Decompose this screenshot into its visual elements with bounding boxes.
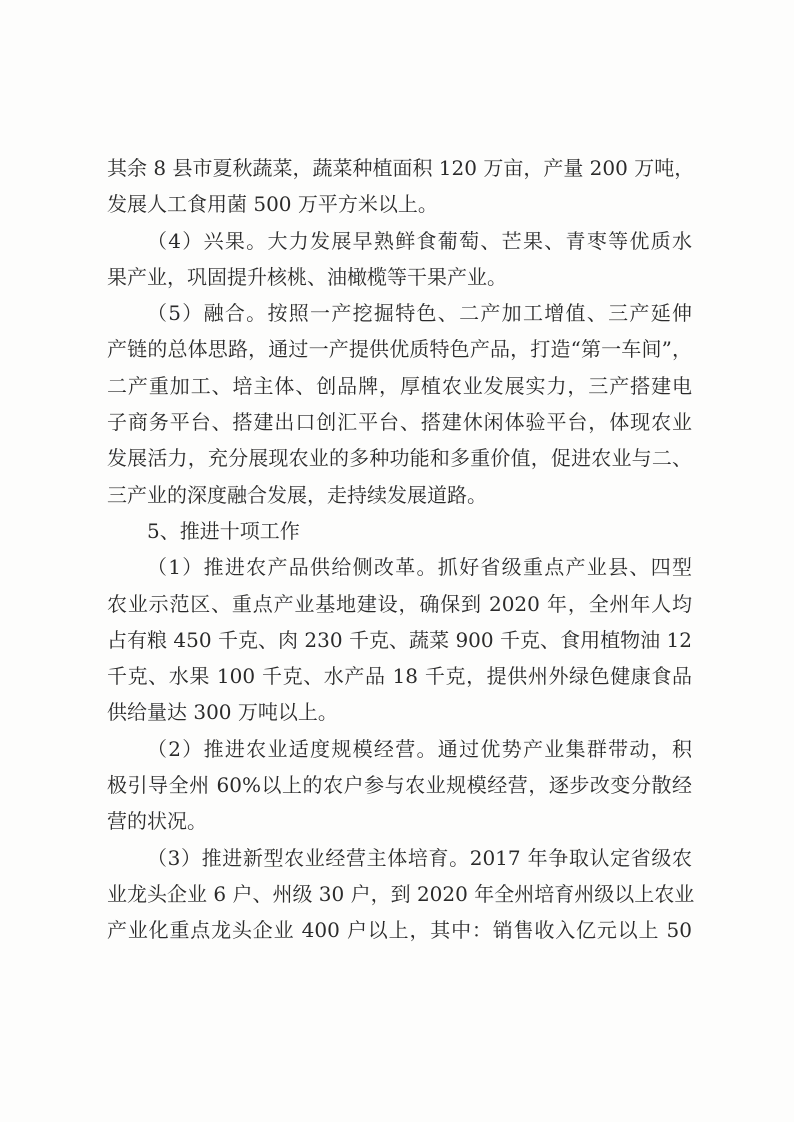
text-line: 子商务平台、搭建出口创汇平台、搭建休闲体验平台，体现农业 <box>107 410 692 435</box>
text-line: （4）兴果。大力发展早熟鲜食葡萄、芒果、青枣等优质水 <box>147 228 692 253</box>
text-line: 果产业，巩固提升核桃、油橄榄等干果产业。 <box>107 264 507 289</box>
text-line: （1）推进农产品供给侧改革。抓好省级重点产业县、四型 <box>147 555 692 580</box>
text-line: 产业化重点龙头企业 400 户以上，其中：销售收入亿元以上 50 <box>107 918 692 943</box>
text-line: 发展活力，充分展现农业的多种功能和多重价值，促进农业与二、 <box>107 446 692 471</box>
text-line: （3）推进新型农业经营主体培育。2017 年争取认定省级农 <box>147 845 692 870</box>
text-line: 占有粮 450 千克、肉 230 千克、蔬菜 900 千克、食用植物油 12 <box>107 627 692 652</box>
text-line: 5、推进十项工作 <box>147 518 300 543</box>
text-line: 发展人工食用菌 500 万平方米以上。 <box>107 192 438 217</box>
text-line: 极引导全州 60%以上的农户参与农业规模经营，逐步改变分散经 <box>107 773 692 798</box>
text-line: （5）融合。按照一产挖掘特色、二产加工增值、三产延伸 <box>147 301 692 326</box>
text-line: 三产业的深度融合发展，走持续发展道路。 <box>107 482 487 507</box>
text-line: 农业示范区、重点产业基地建设，确保到 2020 年，全州年人均 <box>107 591 692 616</box>
body-text <box>107 150 695 949</box>
text-line: 二产重加工、培主体、创品牌，厚植农业发展实力，三产搭建电 <box>107 373 692 398</box>
text-line: 业龙头企业 6 户、州级 30 户，到 2020 年全州培育州级以上农业 <box>107 881 695 906</box>
text-line: 营的状况。 <box>107 809 207 834</box>
text-line: 其余 8 县市夏秋蔬菜，蔬菜种植面积 120 万亩，产量 200 万吨， <box>107 156 695 180</box>
text-line: 供给量达 300 万吨以上。 <box>107 700 338 725</box>
text-line: 产链的总体思路，通过一产提供优质特色产品，打造“第一车间”， <box>107 337 692 362</box>
text-line: 千克、水果 100 千克、水产品 18 千克，提供州外绿色健康食品 <box>107 664 692 689</box>
text-line: （2）推进农业适度规模经营。通过优势产业集群带动，积 <box>147 736 692 761</box>
